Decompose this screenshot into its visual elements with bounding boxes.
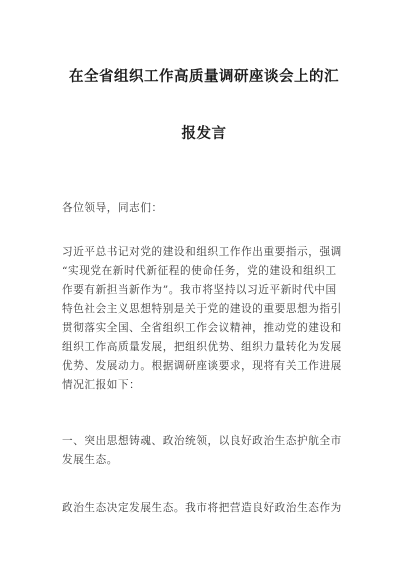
paragraph-line: 作要有新担当新作为”。我市将坚持以习近平新时代中国 [62, 284, 337, 296]
intro-paragraph [62, 243, 354, 395]
paragraph-line: 习近平总书记对党的建设和组织工作作出重要指示，强调 [62, 246, 342, 258]
section-heading-line: 一、突出思想铸魂、政治统领，以良好政治生态护航全市 [62, 435, 342, 447]
paragraph-line: 贯彻落实全国、全省组织工作会议精神，推动党的建设和 [62, 322, 342, 334]
paragraph-line: “实现党在新时代新征程的使命任务，党的建设和组织工 [62, 265, 337, 277]
paragraph-line: 特色社会主义思想特别是关于党的建设的重要思想为指引 [62, 303, 342, 315]
greeting-text: 各位领导，同志们： [62, 202, 163, 214]
paragraph-line: 组织工作高质量发展，把组织优势、组织力量转化为发展 [62, 341, 342, 353]
document-title-line1: 在全省组织工作高质量调研座谈会上的汇 [69, 69, 339, 85]
paragraph-line: 优势、发展动力。根据调研座谈要求，现将有关工作进展 [62, 360, 342, 372]
paragraph-line: 政治生态决定发展生态。我市将把营造良好政治生态作为 [62, 502, 342, 514]
section-paragraph [62, 499, 354, 518]
section-heading-1 [62, 432, 354, 470]
paragraph-line: 情况汇报如下： [62, 379, 141, 391]
greeting [62, 199, 354, 218]
document-title-line2: 报发言 [181, 126, 227, 142]
section-heading-line: 发展生态。 [62, 454, 118, 466]
